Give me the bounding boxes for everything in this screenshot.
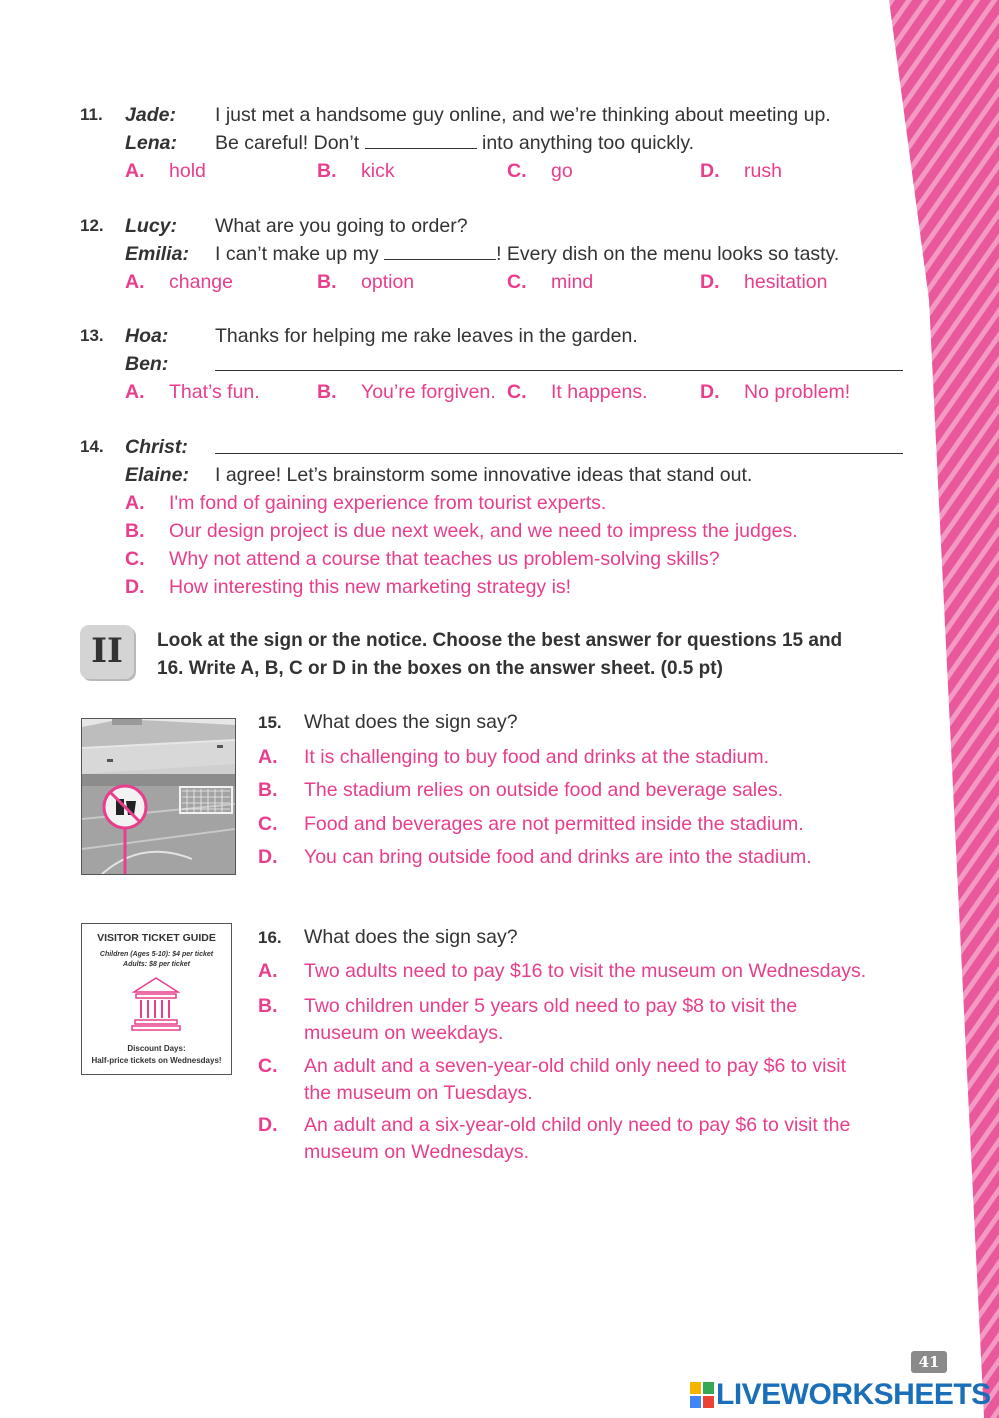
- question-11: [80, 101, 920, 185]
- speaker-name: Ben:: [125, 353, 169, 375]
- option-c[interactable]: C. mind: [507, 271, 594, 293]
- option-b[interactable]: B. kick: [317, 160, 395, 182]
- question-number: 16.: [258, 928, 282, 947]
- speaker-name: Lucy:: [125, 215, 178, 237]
- dialogue-line: I just met a handsome guy online, and we’re thinking about meeting up.: [215, 104, 831, 126]
- dialogue-line: [215, 240, 839, 268]
- stadium-sign-image: [81, 718, 236, 875]
- answer-blank[interactable]: [384, 241, 496, 260]
- option-c[interactable]: C. It happens.: [507, 381, 648, 403]
- ticket-adult-price: Adults: $8 per ticket: [123, 961, 190, 968]
- answer-blank[interactable]: [365, 130, 477, 149]
- question-stem: What does the sign say?: [304, 926, 518, 948]
- speaker-name: Emilia:: [125, 243, 189, 265]
- ticket-children-price: Children (Ages 5-10): $4 per ticket: [99, 951, 214, 958]
- option-b[interactable]: B. Our design project is due next week, and we need to impress the judges.: [125, 520, 798, 542]
- page-number: 41: [911, 1351, 947, 1373]
- question-16: 16. What does the sign say? A. Two adults need to pay $16 to visit the museum on Wednesdays. B. Two children under 5 years old need to pay $8 to visit the museum on weekdays. C. An adult and a seven-year-old child only need to pay $6 to visit the museum on Tuesdays. D. An adult and a six-year-old child only need to pay $6 to visit the museum on Wednesdays.: [258, 926, 867, 1163]
- dialogue-line: I agree! Let’s brainstorm some innovative ideas that stand out.: [215, 464, 753, 486]
- speaker-name: Lena:: [125, 132, 178, 154]
- option-c[interactable]: C. go: [507, 160, 573, 182]
- option-a[interactable]: A. I'm fond of gaining experience from tourist experts.: [125, 492, 607, 514]
- instruction-line: 16. Write A, B, C or D in the boxes on the answer sheet. (0.5 pt): [157, 658, 723, 679]
- question-15: 15. What does the sign say? A. It is challenging to buy food and drinks at the stadium. B. The stadium relies on outside food and beverage sales. C. Food and beverages are not permitted inside the stadium. D. You can bring outside food and drinks are into the stadium.: [258, 711, 812, 868]
- question-number: 14.: [80, 437, 104, 456]
- dialogue-line: Thanks for helping me rake leaves in the garden.: [215, 325, 638, 347]
- ticket-guide-sign: [81, 923, 232, 1075]
- option-d[interactable]: D. No problem!: [700, 381, 851, 403]
- discount-title: Discount Days:: [127, 1044, 186, 1053]
- option-d[interactable]: D. hesitation: [700, 271, 828, 293]
- section-instructions: [157, 627, 917, 683]
- option-a[interactable]: A. That’s fun.: [125, 381, 260, 403]
- museum-icon: [130, 976, 182, 1032]
- option-d[interactable]: D. How interesting this new marketing strategy is!: [125, 576, 572, 598]
- speaker-name: Christ:: [125, 436, 188, 458]
- liveworksheets-logo-icon: [690, 1382, 714, 1408]
- line-after-blank: ! Every dish on the menu looks so tasty.: [496, 243, 840, 265]
- speaker-name: Elaine:: [125, 464, 189, 486]
- dialogue-line: What are you going to order?: [215, 215, 468, 237]
- speaker-name: Hoa:: [125, 325, 169, 347]
- question-12: [80, 212, 920, 296]
- option-d[interactable]: D. rush: [700, 160, 782, 182]
- question-stem: What does the sign say?: [304, 711, 518, 733]
- speaker-name: Jade:: [125, 104, 176, 126]
- question-13: [80, 322, 920, 406]
- answer-blank-line[interactable]: [215, 453, 903, 454]
- line-before-blank: I can’t make up my: [215, 243, 385, 265]
- question-number: 12.: [80, 216, 104, 235]
- question-number: 11.: [80, 105, 103, 124]
- instruction-line: Look at the sign or the notice. Choose the best answer for questions 15 and: [157, 630, 843, 651]
- question-number: 15.: [258, 713, 282, 732]
- brand-name: LIVEWORKSHEETS: [716, 1378, 991, 1411]
- option-a[interactable]: A. change: [125, 271, 233, 293]
- answer-blank-line[interactable]: [215, 370, 903, 371]
- stadium-illustration: [82, 719, 235, 874]
- ticket-title: VISITOR TICKET GUIDE: [97, 932, 216, 944]
- question-number: 13.: [80, 326, 104, 345]
- option-b[interactable]: B. option: [317, 271, 415, 293]
- option-a[interactable]: A. hold: [125, 160, 206, 182]
- section-badge: II: [80, 625, 134, 679]
- dialogue-line: [215, 129, 694, 157]
- option-c[interactable]: C. Why not attend a course that teaches us problem-solving skills?: [125, 548, 720, 570]
- question-14: [80, 433, 920, 601]
- option-b[interactable]: B. You’re forgiven.: [317, 381, 496, 403]
- discount-text: Half-price tickets on Wednesdays!: [91, 1056, 222, 1065]
- line-before-blank: Be careful! Don’t: [215, 132, 365, 154]
- line-after-blank: into anything too quickly.: [476, 132, 695, 154]
